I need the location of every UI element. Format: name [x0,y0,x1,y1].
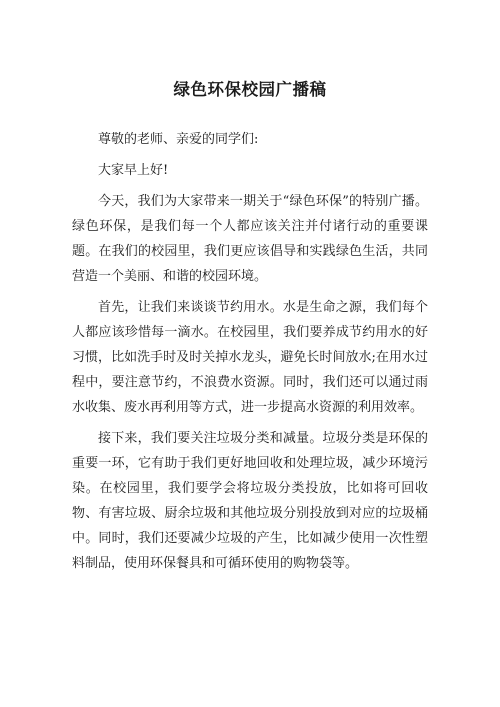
paragraph-waste: 接下来，我们要关注垃圾分类和减量。垃圾分类是环保的重要一环，它有助于我们更好地回收和处理垃圾，减少环境污染。在校园里，我们要学会将垃圾分类投放，比如将可回收物、有害垃圾、厨余垃圾和其他垃圾分别投放到对应的垃圾桶中。同时，我们还要减少垃圾的产生，比如减少使用一次性塑料制品，使用环保餐具和可循环使用的购物袋等。 [72,431,428,571]
greeting-line: 尊敬的老师、亲爱的同学们: [98,132,259,147]
paragraph-water: 首先，让我们来谈谈节约用水。水是生命之源，我们每个人都应该珍惜每一滴水。在校园里，我们要养成节约用水的好习惯，比如洗手时及时关掉水龙头，避免长时间放水;在用水过程中，要注意节约，不浪费水资源。同时，我们还可以通过雨水收集、废水再利用等方式，进一步提高水资源的利用效率。 [72,300,428,415]
document-body [72,127,428,582]
document-title: 绿色环保校园广播稿 [173,80,327,99]
salutation-line: 大家早上好! [98,163,169,178]
paragraph-intro: 今天，我们为大家带来一期关于“绿色环保”的特别广播。绿色环保，是我们每一个人都应该关注并付诸行动的重要课题。在我们的校园里，我们更应该倡导和实践绿色生活，共同营造一个美丽、和谐的校园环境。 [72,194,428,284]
